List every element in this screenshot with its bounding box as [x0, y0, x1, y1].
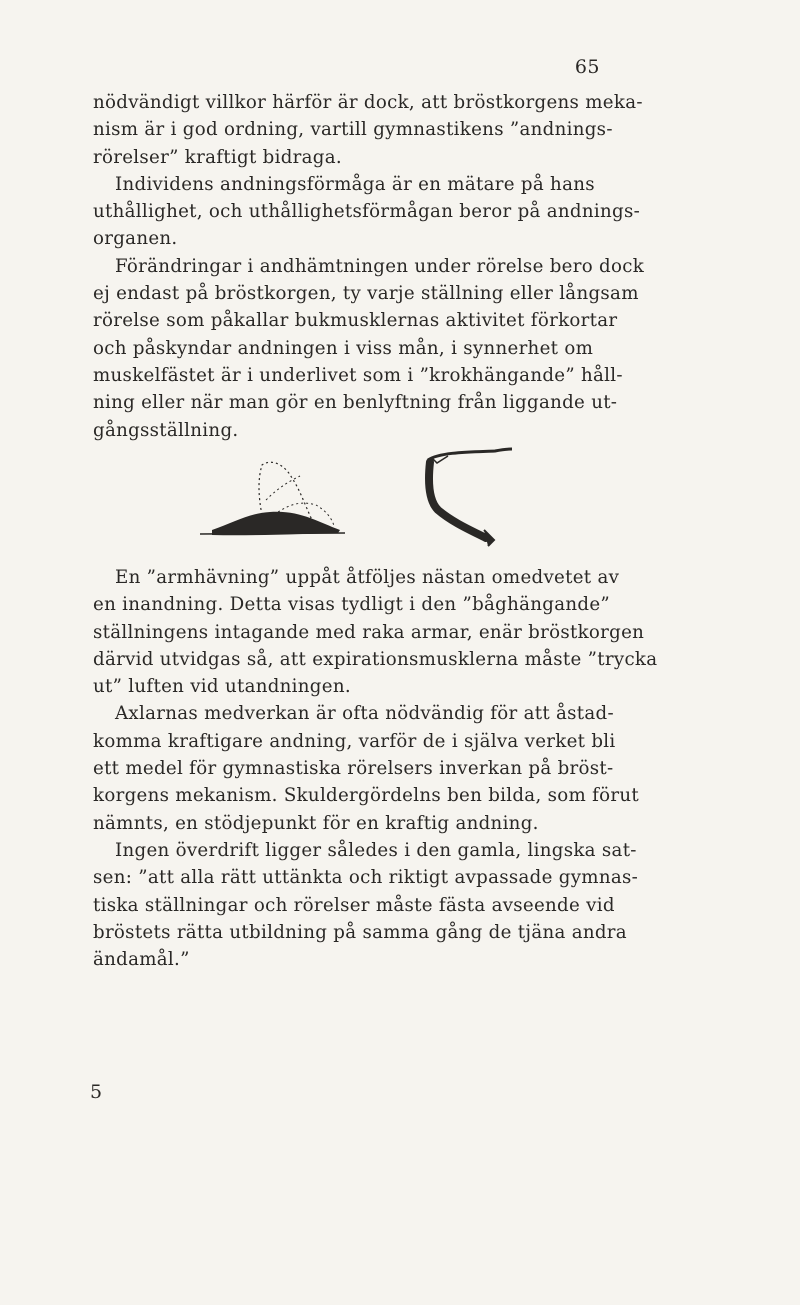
text-line: nism är i god ordning, vartill gymnastikens ”andnings- — [93, 119, 613, 141]
page-number: 65 — [574, 56, 600, 78]
text-line: gångsställning. — [93, 419, 239, 441]
text-line: Förändringar i andhämtningen under rörelse bero dock — [115, 255, 645, 277]
text-line: nödvändigt villkor härför är dock, att bröstkorgens meka- — [93, 92, 643, 113]
text-line: ändamål.” — [93, 949, 190, 971]
text-line: bröstets rätta utbildning på samma gång de tjäna andra — [93, 921, 627, 943]
text-line: ej endast på bröstkorgen, ty varje ställning eller långsam — [93, 283, 639, 305]
text-line: Ingen överdrift ligger således i den gamla, lingska sat- — [115, 839, 637, 861]
text-line: och påskyndar andningen i viss mån, i synnerhet om — [93, 337, 594, 359]
text-line: därvid utvidgas så, att expirationsmusklerna måste ”trycka — [93, 648, 658, 670]
text-line: ett medel för gymnastiska rörelsers inverkan på bröst- — [93, 758, 614, 780]
text-line: Axlarnas medverkan är ofta nödvändig för att åstad- — [115, 703, 614, 725]
text-line: organen. — [93, 228, 178, 250]
text-line: uthållighet, och uthållighetsförmågan beror på andnings- — [93, 201, 641, 223]
text-line: ställningens intagande med raka armar, enär bröstkorgen — [93, 621, 645, 643]
text-line: tiska ställningar och rörelser måste fästa avseende vid — [93, 894, 615, 916]
text-line: korgens mekanism. Skuldergördelns ben bilda, som förut — [93, 785, 640, 807]
text-line: ning eller när man gör en benlyftning från liggande ut- — [93, 392, 618, 414]
text-line: muskelfästet är i underlivet som i ”krokhängande” håll- — [93, 364, 623, 386]
text-line: ut” luften vid utandningen. — [93, 676, 351, 698]
text-line: Individens andningsförmåga är en mätare på hans — [115, 173, 595, 195]
text-block-bottom — [93, 564, 658, 973]
text-line: komma kraftigare andning, varför de i själva verket bli — [93, 730, 616, 752]
text-line: en inandning. Detta visas tydligt i den ”båghängande” — [93, 594, 610, 616]
text-line: sen: ”att alla rätt uttänkta och riktigt avpassade gymnas- — [93, 867, 639, 889]
text-line: nämnts, en stödjepunkt för en kraftig andning. — [93, 812, 539, 834]
text-line: rörelse som påkallar bukmusklernas aktivitet förkortar — [93, 310, 618, 332]
text-line: En ”armhävning” uppåt åtföljes nästan omedvetet av — [115, 567, 620, 588]
hanging-figure — [428, 449, 512, 546]
lying-leg-raise-figure — [200, 462, 345, 535]
signature-mark: 5 — [90, 1081, 103, 1103]
text-line: rörelser” kraftigt bidraga. — [93, 146, 342, 168]
